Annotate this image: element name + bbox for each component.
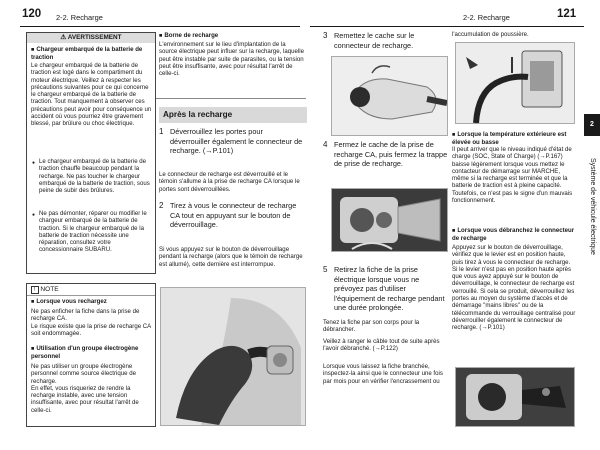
note-charging-text: Ne pas enficher la fiche dans la prise de recharge CA. Le risque existe que la prise de recharge CA soit endommagée. <box>31 308 151 337</box>
col4-section-temperature: ■ Lorsque la température extérieure est élevée ou basse <box>452 131 578 147</box>
warning-header <box>27 33 155 43</box>
note-generator-text: Ne pas utiliser un groupe électrogène personnel comme source électrique de recharge. En effet, vous risqueriez de rendre la recharge instable, avec une tension insuffisante, avec pour résultat l'arrêt de celle-ci. <box>31 363 139 414</box>
step-5-number: 5 <box>323 265 328 274</box>
chapter-tab: 2 <box>584 114 600 136</box>
after-charge-paragraph-1: Le connecteur de recharge est déverrouillé et le témoin s'allume à la prise de recharge CA lorsque le portes sont déverrouillées. <box>159 171 300 193</box>
col3-paragraph-3: Lorsque vous laissez la fiche branchée, inspectez-la ainsi que le connecteur une fois par mois pour en vérifier l'encrassement ou <box>323 363 443 385</box>
header-rule-left <box>20 26 300 27</box>
after-charge-paragraph-2: Si vous appuyez sur le bouton de déverrouillage pendant la recharge (alors que le témoin de recharge est allumé), cette dernière est interrompue. <box>159 246 303 268</box>
col4-temperature-text: Il peut arriver que le niveau indiqué d'état de charge (SOC, State of Charge) (→P.167) baisse légèrement lorsque vous mettez le contacteur de démarrage sur MARCHE, même si la recharge est terminée et que la batterie de traction est à pleine capacité. Toutefois, ce n'est pas le signe d'un mauvais fonctionnement. <box>452 146 573 205</box>
left-running-title: 2-2. Recharge <box>56 13 103 22</box>
col4-unplug-text: Appuyez sur le bouton de déverrouillage, vérifiez que le levier est en position haute, puis tirez à vous le connecteur de recharge. Si le levier n'est pas en position haute après que vous ayez appuyé sur le bouton de déverrouillage, le connecteur de recharge est verrouillé. Si cela se produit, déverrouillez les portes au moyen du système d'accès et de démarrage "mains libres" ou de la télécommande du verrouillage centralisé pour déverrouiller également le connecteur de recharge. (→P.101) <box>452 244 576 332</box>
note-divider <box>27 295 155 296</box>
step-5-text: Retirez la fiche de la prise électrique lorsque vous ne prévoyez pas d'utiliser l'équipement de recharge pendant une durée prolongée. <box>334 265 445 313</box>
warning-onboard-charger-text: Le chargeur embarqué de la batterie de traction est logé dans le compartiment du moteur électrique. Veillez à respecter les précautions suivantes pour ce qui concerne le chargeur embarqué de la batterie de traction. Tout manquement à observer ces précautions peut avoir pour conséquence un accident où vous pourriez être gravement blessé, par brûlure ou choc électrique. <box>31 62 152 128</box>
step-4-text: Fermez le cache de la prise de recharge CA, puis fermez la trappe de prise de recharge. <box>334 140 448 169</box>
charging-station-heading: ■ Borne de recharge <box>159 32 304 40</box>
note-section-generator: ■ Utilisation d'un groupe électrogène personnel <box>31 345 153 361</box>
right-page-number: 121 <box>557 8 577 20</box>
after-charge-title: Après la recharge <box>159 107 307 123</box>
step-3-number: 3 <box>323 31 328 40</box>
warning-box-bottom <box>156 98 306 99</box>
bullet-icon: ● <box>32 212 36 218</box>
step-3-text: Remettez le cache sur le connecteur de recharge. <box>334 31 415 50</box>
warning-box <box>26 32 156 274</box>
photo-close-inlet <box>331 188 448 252</box>
col4-continuation: l'accumulation de poussière. <box>452 31 529 38</box>
photo-pull-connector <box>160 287 306 426</box>
header-rule-right <box>310 26 584 27</box>
note-box <box>26 283 156 427</box>
bullet-icon: ● <box>32 160 36 166</box>
step-4-number: 4 <box>323 140 328 149</box>
charging-station-text: L'environnement sur le lieu d'implantation de la source électrique peut influer sur la recharge, laquelle peut être instable par suite de parasites, ou la tension peut être insuffisante, avec pour résultat l'arrêt de celle-ci. <box>159 41 304 78</box>
step-1-text: Déverrouillez les portes pour déverrouiller également le connecteur de recharge. (→P.101) <box>170 127 303 156</box>
warning-bullet-heat: Le chargeur embarqué de la batterie de traction chauffe beaucoup pendant la recharge. Ne pas toucher le chargeur embarqué de la batterie de traction, sous peine de subir des brûlures. <box>39 158 150 195</box>
photo-connector-cap <box>331 56 448 136</box>
step-2-number: 2 <box>159 201 164 210</box>
step-1-number: 1 <box>159 127 164 136</box>
warning-title: AVERTISSEMENT <box>67 34 122 41</box>
note-title: NOTE <box>40 286 59 293</box>
right-running-title: 2-2. Recharge <box>463 13 510 22</box>
chapter-side-label: Système de véhicule électrique <box>589 158 596 255</box>
warning-bullet-repair: Ne pas démonter, réparer ou modifier le chargeur embarqué de la batterie de traction. Si le chargeur embarqué de la batterie de traction nécessite une réparation, consultez votre concessionnaire SUBARU. <box>39 210 147 254</box>
note-icon: ! <box>31 286 39 294</box>
photo-release-button <box>455 367 575 427</box>
note-header <box>31 286 59 293</box>
step-2-text: Tirez à vous le connecteur de recharge CA tout en appuyant sur le bouton de déverrouillage. <box>170 201 297 230</box>
left-page-number: 120 <box>22 8 42 20</box>
photo-wall-plug <box>455 42 575 124</box>
col4-section-unplug: ■ Lorsque vous débranchez le connecteur de recharge <box>452 227 578 243</box>
note-section-charging: ■ Lorsque vous rechargez <box>31 298 153 306</box>
col3-paragraph-1: Tenez la fiche par son corps pour la débrancher. <box>323 319 420 334</box>
warning-icon: ⚠ <box>60 34 67 41</box>
warning-section-onboard-charger: ■ Chargeur embarqué de la batterie de traction <box>31 46 153 62</box>
col3-paragraph-2: Veillez à ranger le câble tout de suite après l'avoir débranché. (→P.122) <box>323 338 440 353</box>
